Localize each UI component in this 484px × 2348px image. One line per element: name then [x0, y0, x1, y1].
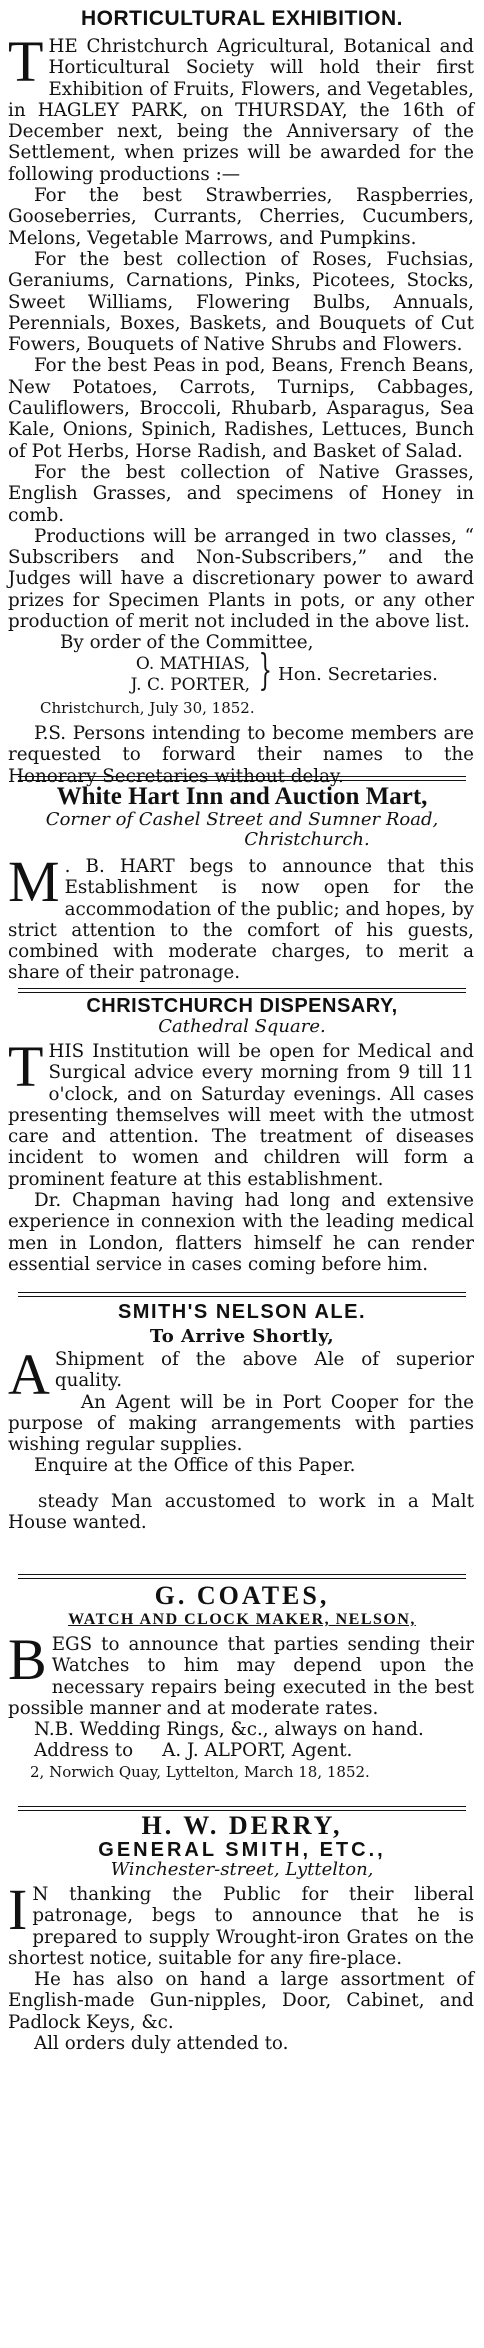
horticultural-grasses: For the best collection of Native Grasses, English Grasses, and specimens of Honey in comb.: [8, 461, 474, 526]
derry-address: Winchester-street, Lyttelton,: [110, 1859, 374, 1880]
signature-mathias: O. MATHIAS,: [135, 653, 250, 674]
horticultural-ad: [0, 7, 484, 787]
horticultural-signatures: [0, 644, 484, 698]
horticultural-intro: THE Christchurch Agricultural, Botanical and Horticultural Society will hold their first Exhibition of Fruits, Flowers, and Vegetables, in HAGLEY PARK, on THURSDAY, the 16th of December next, being the Anniversary of the Settlement, when prizes will be awarded for the following productions :—: [8, 29, 474, 185]
whitehart-town: Christchurch.: [244, 829, 370, 850]
coates-date: 2, Norwich Quay, Lyttelton, March 18, 1852.: [30, 1762, 370, 1781]
horticultural-order: By order of the Committee,: [60, 632, 314, 654]
brace-icon: }: [258, 644, 273, 694]
nelsonale-dropcap: A: [8, 1342, 50, 1407]
nelsonale-agent: An Agent will be in Port Cooper for the purpose of making arrangements with parties wishing regular supplies.: [8, 1391, 474, 1456]
divider: [18, 988, 466, 993]
dispensary-ad: [0, 995, 484, 1287]
nelsonale-subtitle: To Arrive Shortly,: [149, 1326, 335, 1347]
coates-body: BEGS to announce that parties sending their Watches to him may depend upon the necessary repairs being executed in the best possible manner and at moderate rates.: [8, 1627, 474, 1719]
dispensary-chapman: Dr. Chapman having had long and extensive experience in connexion with the leading medical men in London, flatters himself he can render essential service in cases coming before him.: [8, 1190, 474, 1275]
derry-title: H. W. DERRY,: [141, 1811, 343, 1840]
nelsonale-shipment: A Shipment of the above Ale of superior quality.: [8, 1342, 474, 1407]
dispensary-hours: THIS Institution will be open for Medical and Surgical advice every morning from 9 till 11 o'clock, and on Saturday evenings. All cases presenting themselves will meet with the utmost care and attention. The treatment of diseases incident to women and children will form a prominent feature at this establishment.: [8, 1034, 474, 1190]
derry-subtitle: GENERAL SMITH, ETC.,: [98, 1839, 386, 1861]
whitehart-address: Corner of Cashel Street and Sumner Road,: [45, 809, 439, 830]
horticultural-flowers: For the best collection of Roses, Fuchsias, Geraniums, Carnations, Pinks, Picotees, Stocks, Sweet Williams, Flowering Bulbs, Annuals, Perennials, Boxes, Baskets, and Bouquets of Cut Fowers, Bouquets of Native Shrubs and Flowers.: [8, 248, 474, 356]
coates-address: Address to A. J. ALPORT, Agent.: [34, 1740, 353, 1762]
signature-role: Hon. Secretaries.: [278, 663, 438, 685]
dispensary-title: CHRISTCHURCH DISPENSARY,: [86, 995, 398, 1017]
signature-porter: J. C. PORTER,: [130, 674, 250, 695]
coates-subtitle: WATCH AND CLOCK MAKER, NELSON,: [68, 1611, 416, 1628]
divider: [18, 1574, 466, 1579]
coates-dropcap: B: [8, 1627, 47, 1692]
derry-ad: [0, 1812, 484, 2092]
derry-orders: All orders duly attended to.: [34, 2033, 289, 2055]
nelsonale-title: SMITH'S NELSON ALE.: [117, 1301, 367, 1323]
horticultural-date: Christchurch, July 30, 1852.: [40, 698, 255, 717]
dispensary-dropcap: T: [8, 1034, 44, 1099]
dispensary-location: Cathedral Square.: [158, 1016, 326, 1037]
horticultural-vegetables: For the best Peas in pod, Beans, French Beans, New Potatoes, Carrots, Turnips, Cabbages, Cauliflowers, Broccoli, Rhubarb, Asparagus, Sea Kale, Onions, Spinich, Radishes, Lettuces, Bunch of Pot Herbs, Horse Radish, and Basket of Salad.: [8, 355, 474, 462]
derry-thanks: I N thanking the Public for their liberal patronage, begs to announce that he is prepared to supply Wrought-iron Grates on the shortest notice, suitable for any fire-place.: [8, 1877, 474, 1969]
horticultural-fruits: For the best Strawberries, Raspberries, Gooseberries, Currants, Cherries, Cucumbers, Melons, Vegetable Marrows, and Pumpkins.: [8, 185, 474, 249]
horticultural-dropcap: T: [8, 29, 44, 94]
nelsonale-ad: [0, 1301, 484, 1568]
coates-ad: [0, 1582, 484, 1802]
whitehart-body: M . B. HART begs to announce that this Establishment is now open for the accommodation of the public; and hopes, by strict attention to the comfort of his guests, combined with moderate charges, to merit a share of their patronage.: [8, 849, 474, 984]
divider: [18, 1292, 466, 1297]
horticultural-title: HORTICULTURAL EXHIBITION.: [80, 7, 404, 30]
whitehart-dropcap: M: [8, 849, 60, 914]
derry-dropcap: I: [8, 1877, 28, 1942]
horticultural-classes: Productions will be arranged in two classes, “ Subscribers and Non-Subscribers,” and the Judges will have a discretionary power to award prizes for Specimen Plants in pots, or any other production of merit not included in the above list.: [8, 525, 474, 633]
coates-title: G. COATES,: [154, 1581, 330, 1610]
maltman-wanted: steady Man accustomed to work in a Malt House wanted.: [8, 1490, 474, 1534]
whitehart-title: White Hart Inn and Auction Mart,: [56, 783, 428, 810]
derry-stock: He has also on hand a large assortment of English-made Gun-nipples, Door, Cabinet, and Padlock Keys, &c.: [8, 1969, 474, 2033]
divider: [18, 776, 466, 781]
whitehart-ad: [0, 784, 484, 982]
horticultural-ps: P.S. Persons intending to become members are requested to forward their names to the Honorary Secretaries without delay.: [8, 722, 474, 787]
coates-nb: N.B. Wedding Rings, &c., always on hand.: [34, 1719, 424, 1741]
nelsonale-enquire: Enquire at the Office of this Paper.: [34, 1455, 356, 1477]
